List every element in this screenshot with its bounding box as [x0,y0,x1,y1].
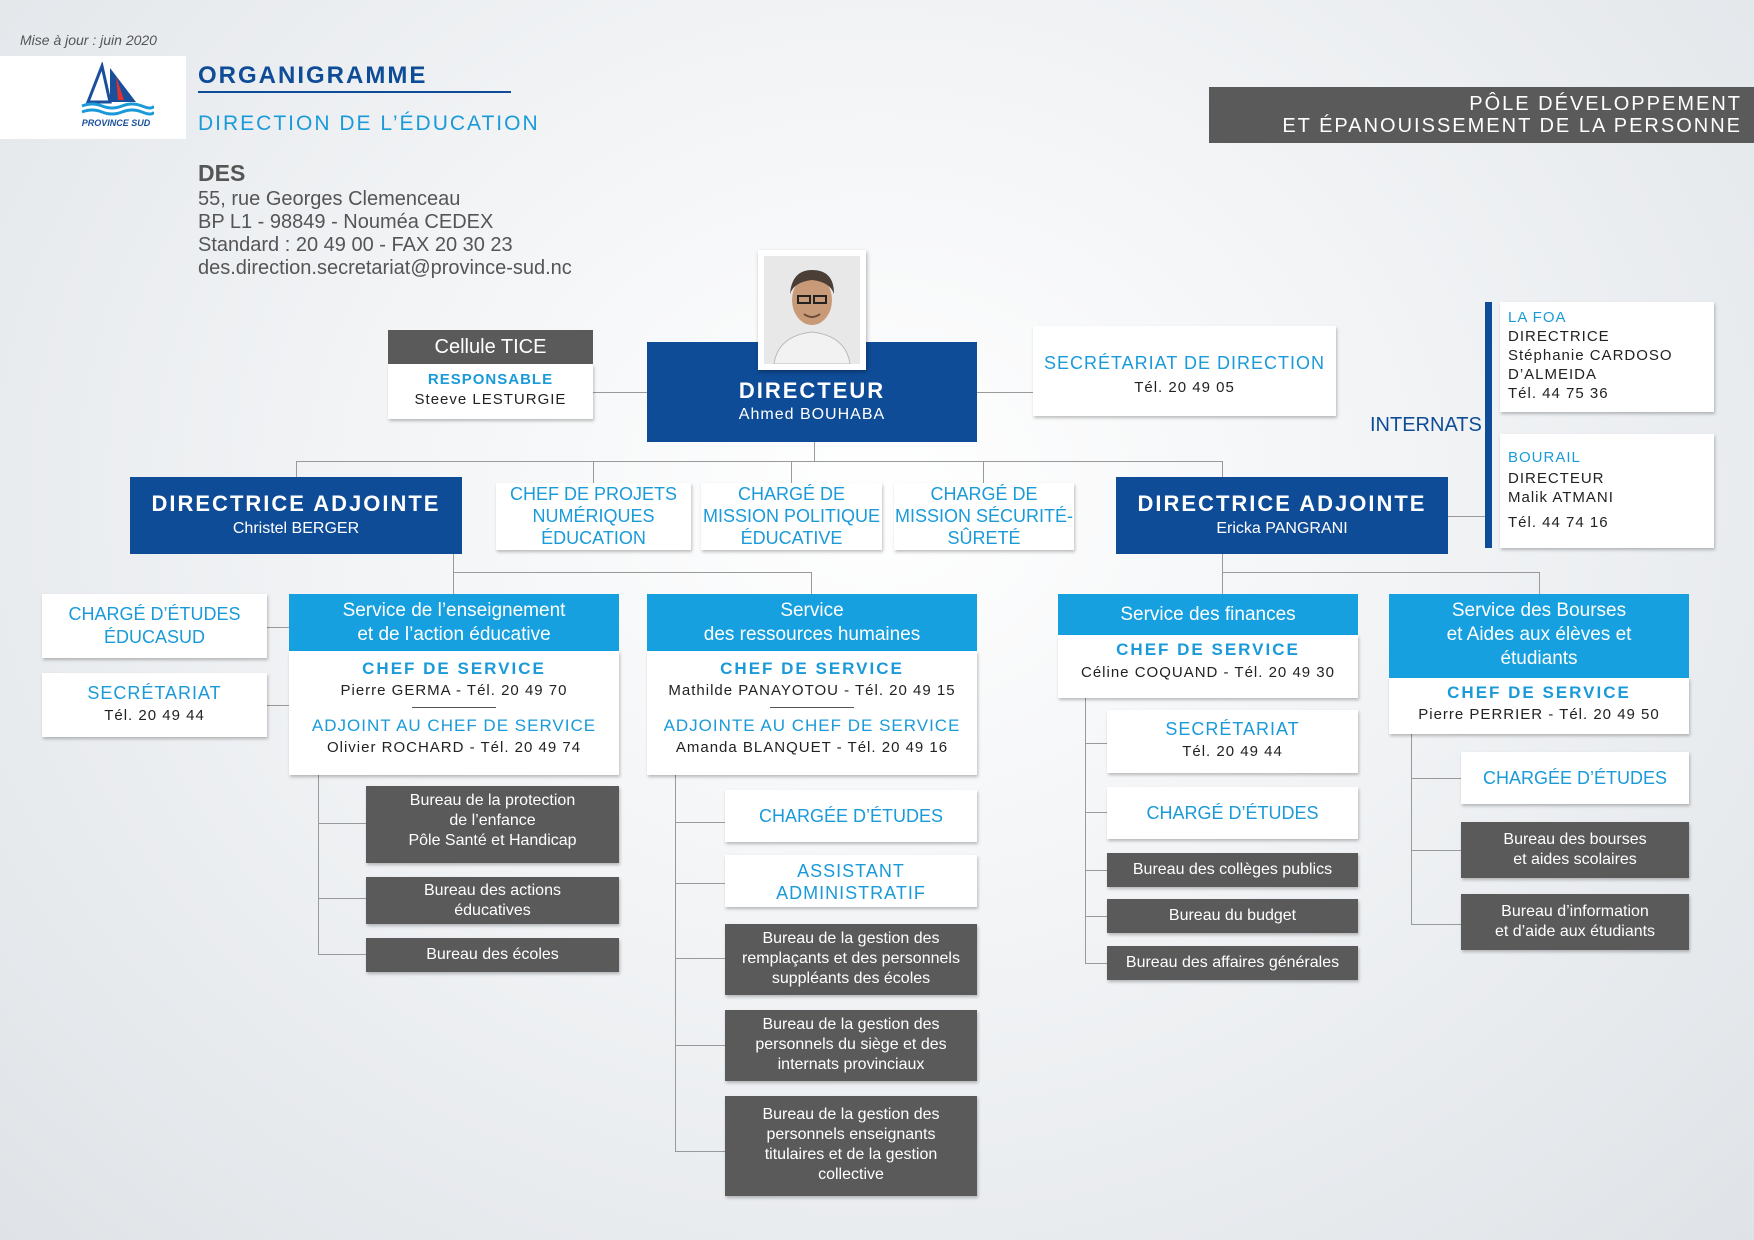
bureau-line: Bureau des bourses [1503,831,1647,848]
rh-assistant-administratif [725,855,977,907]
connector [675,1045,725,1046]
bureau-line: remplaçants et des personnels [742,950,960,967]
adjoint-label: ADJOINTE AU CHEF DE SERVICE [663,716,961,735]
internats-bar [1485,302,1492,548]
charge-etudes-educasud [42,594,267,658]
internat-place: BOURAIL [1508,449,1581,466]
chef-name: Pierre GERMA - Tél. 20 49 70 [340,682,568,699]
educasud-line: CHARGÉ D’ÉTUDES [68,604,241,624]
mission-line: ÉDUCATIVE [740,528,843,548]
pole-banner [1209,87,1754,143]
address-line: BP L1 - 98849 - Nouméa CEDEX [198,211,494,233]
connector [1411,778,1461,779]
chef-name: Mathilde PANAYOTOU - Tél. 20 49 15 [668,682,956,699]
deputy-title: DIRECTRICE ADJOINTE [1137,491,1427,516]
bureau-line: éducatives [454,902,531,919]
assistant-line: ADMINISTRATIF [776,883,926,903]
tice-name: Steeve LESTURGIE [414,391,567,408]
bureau-line: Pôle Santé et Handicap [408,832,577,849]
tice-card [388,364,593,419]
educasud-line: ÉDUCASUD [103,627,205,647]
portrait-icon [764,256,860,364]
address-line: Standard : 20 49 00 - FAX 20 30 23 [198,234,513,256]
update-date: Mise à jour : juin 2020 [20,32,157,48]
director-title: DIRECTEUR [738,378,886,403]
bureau-protection-enfance [366,786,619,863]
connector [977,392,1033,393]
bureau-line: suppléants des écoles [771,970,931,987]
bureau-line: Bureau des actions [424,882,561,899]
bureau-actions-educatives [366,877,619,924]
connector [675,1151,725,1152]
bureau-line: Bureau de la gestion des [762,1106,940,1123]
connector [1539,572,1540,594]
bureau-affaires-generales: Bureau des affaires générales [1107,946,1358,980]
connector [1085,812,1107,813]
service-title-line: étudiants [1500,648,1578,669]
bureau-line: de l’enfance [449,812,536,829]
secretariat-title: SECRÉTARIAT [1165,719,1300,739]
assistant-line: ASSISTANT [797,861,905,881]
secretariat-tel: Tél. 20 49 44 [1182,743,1283,760]
separator [412,707,496,708]
connector [1222,554,1223,572]
bureau-line: titulaires et de la gestion [764,1146,938,1163]
internat-bourail-card [1500,434,1714,548]
service-title-line: Service [780,600,844,621]
address-line: 55, rue Georges Clemenceau [198,188,461,210]
chef-label: CHEF DE SERVICE [1447,683,1631,702]
bureau-bourses-aides [1461,822,1689,878]
internat-role: DIRECTEUR [1508,470,1605,487]
connector [1222,461,1223,477]
mission-line: CHARGÉ DE [930,484,1038,504]
chef-label: CHEF DE SERVICE [362,659,546,678]
connector [811,572,812,594]
service-finances-card [1058,635,1358,698]
secretariat-tel: Tél. 20 49 44 [104,707,205,724]
connector [1085,743,1107,744]
internat-place: LA FOA [1508,309,1567,326]
internat-name: Stéphanie CARDOSO [1508,347,1673,364]
service-rh-header [647,594,977,651]
connector [593,392,647,393]
service-title-line: Service de l’enseignement [342,600,566,621]
bourses-chargee-etudes: CHARGÉE D’ÉTUDES [1461,752,1689,804]
service-bourses-header [1389,594,1689,678]
tice-role: RESPONSABLE [427,371,554,388]
connector [791,461,792,483]
bureau-line: personnels enseignants [766,1126,936,1143]
bureau-gestion-enseignants [725,1096,977,1196]
director-photo [758,250,866,370]
service-rh-card [647,651,977,775]
bureau-line: et d’aide aux étudiants [1494,923,1656,940]
connector [267,705,289,706]
bureau-budget: Bureau du budget [1107,899,1358,933]
rh-chargee-etudes: CHARGÉE D’ÉTUDES [725,790,977,842]
org-short-name: DES [198,160,246,186]
connector [1085,698,1086,963]
bureau-line: internats provinciaux [777,1056,925,1073]
internats-label: INTERNATS [1370,414,1482,436]
connector [1222,572,1223,594]
page-title: ORGANIGRAMME [198,62,428,89]
bureau-ecoles: Bureau des écoles [366,938,619,972]
connector [1085,963,1107,964]
connector [983,461,984,483]
adjoint-label: ADJOINT AU CHEF DE SERVICE [311,716,597,735]
connector [453,554,454,572]
mission-politique-educative [701,483,882,550]
bureau-line: Bureau d’information [1501,903,1649,920]
bureau-colleges-publics: Bureau des collèges publics [1107,853,1358,887]
email-address[interactable]: des.direction.secretariat@province-sud.nc [198,257,572,279]
deputy-left-card [130,477,462,554]
bureau-gestion-siege [725,1010,977,1081]
mission-line: NUMÉRIQUES [532,506,655,526]
finances-secretariat [1107,710,1358,773]
connector [1085,870,1107,871]
secretariat-left-card [42,673,267,737]
mission-line: CHEF DE PROJETS [509,484,678,504]
mission-projets-numeriques [496,483,691,550]
connector [1411,850,1461,851]
internat-lafoa-card [1500,302,1714,412]
mission-line: CHARGÉ DE [737,484,845,504]
mission-securite-surete [894,483,1074,550]
internat-tel: Tél. 44 74 16 [1508,514,1609,531]
connector [296,461,297,477]
deputy-name: Ericka PANGRANI [1216,520,1348,537]
connector [1411,924,1461,925]
connector [675,958,725,959]
deputy-right-card [1116,477,1448,554]
connector [296,461,1223,462]
pole-line: PÔLE DÉVELOPPEMENT [1469,93,1742,115]
connector [318,954,366,955]
connector [453,572,454,594]
bureau-line: Bureau de la gestion des [762,930,940,947]
internat-name: Malik ATMANI [1508,489,1614,506]
mission-line: MISSION POLITIQUE [702,506,881,526]
logo-text: PROVINCE SUD [81,118,151,128]
bureau-line: Bureau de la gestion des [762,1016,940,1033]
connector [1085,916,1107,917]
service-title-line: Service des Bourses [1451,600,1627,621]
deputy-title: DIRECTRICE ADJOINTE [151,491,441,516]
connector [1447,516,1485,517]
mission-line: SÛRETÉ [947,528,1021,548]
sail-logo-icon [80,62,154,118]
secretariat-direction-title: SECRÉTARIAT DE DIRECTION [1043,353,1326,373]
title-underline [198,91,511,93]
connector [318,823,366,824]
connector [267,627,289,628]
adjoint-name: Olivier ROCHARD - Tél. 20 49 74 [326,739,582,756]
bureau-gestion-remplacants [725,924,977,995]
connector [675,822,725,823]
connector [318,898,366,899]
mission-line: MISSION SÉCURITÉ- [894,506,1073,526]
adjoint-name: Amanda BLANQUET - Tél. 20 49 16 [675,739,949,756]
connector [675,883,725,884]
bureau-line: collective [818,1166,884,1183]
internat-tel: Tél. 44 75 36 [1508,385,1609,402]
service-title-line: et de l’action éducative [357,624,551,645]
director-name: Ahmed BOUHABA [738,406,886,423]
connector [1222,572,1540,573]
secretariat-direction-tel: Tél. 20 49 05 [1134,379,1235,396]
service-bourses-card [1389,678,1689,734]
separator [770,707,854,708]
connector [318,775,319,955]
service-title-line: des ressources humaines [703,624,921,645]
connector [593,461,594,483]
service-title-line: et Aides aux élèves et [1446,624,1632,645]
tice-title: Cellule TICE [388,330,593,364]
secretariat-title: SECRÉTARIAT [87,683,222,703]
finances-charge-etudes: CHARGÉ D’ÉTUDES [1107,787,1358,839]
bureau-line: et aides scolaires [1513,851,1637,868]
mission-line: ÉDUCATION [541,528,646,548]
connector [814,442,815,461]
page-subtitle: DIRECTION DE L’ÉDUCATION [198,112,540,135]
connector [1411,734,1412,925]
service-finances-header: Service des finances [1058,594,1358,635]
internat-name: D’ALMEIDA [1508,366,1598,383]
bureau-line: personnels du siège et des [755,1036,947,1053]
province-sud-logo [0,56,186,139]
chef-name: Céline COQUAND - Tél. 20 49 30 [1081,664,1335,681]
service-enseignement-header [289,594,619,651]
bureau-information-etudiants [1461,894,1689,950]
connector [453,572,812,573]
chef-name: Pierre PERRIER - Tél. 20 49 50 [1418,706,1660,723]
chef-label: CHEF DE SERVICE [720,659,904,678]
internat-role: DIRECTRICE [1508,328,1610,345]
service-enseignement-card [289,651,619,775]
bureau-line: Bureau de la protection [409,792,576,809]
secretariat-direction-card [1033,326,1336,416]
chef-label: CHEF DE SERVICE [1116,640,1300,659]
connector [675,775,676,1152]
pole-line: ET ÉPANOUISSEMENT DE LA PERSONNE [1282,115,1742,137]
deputy-name: Christel BERGER [232,520,360,537]
